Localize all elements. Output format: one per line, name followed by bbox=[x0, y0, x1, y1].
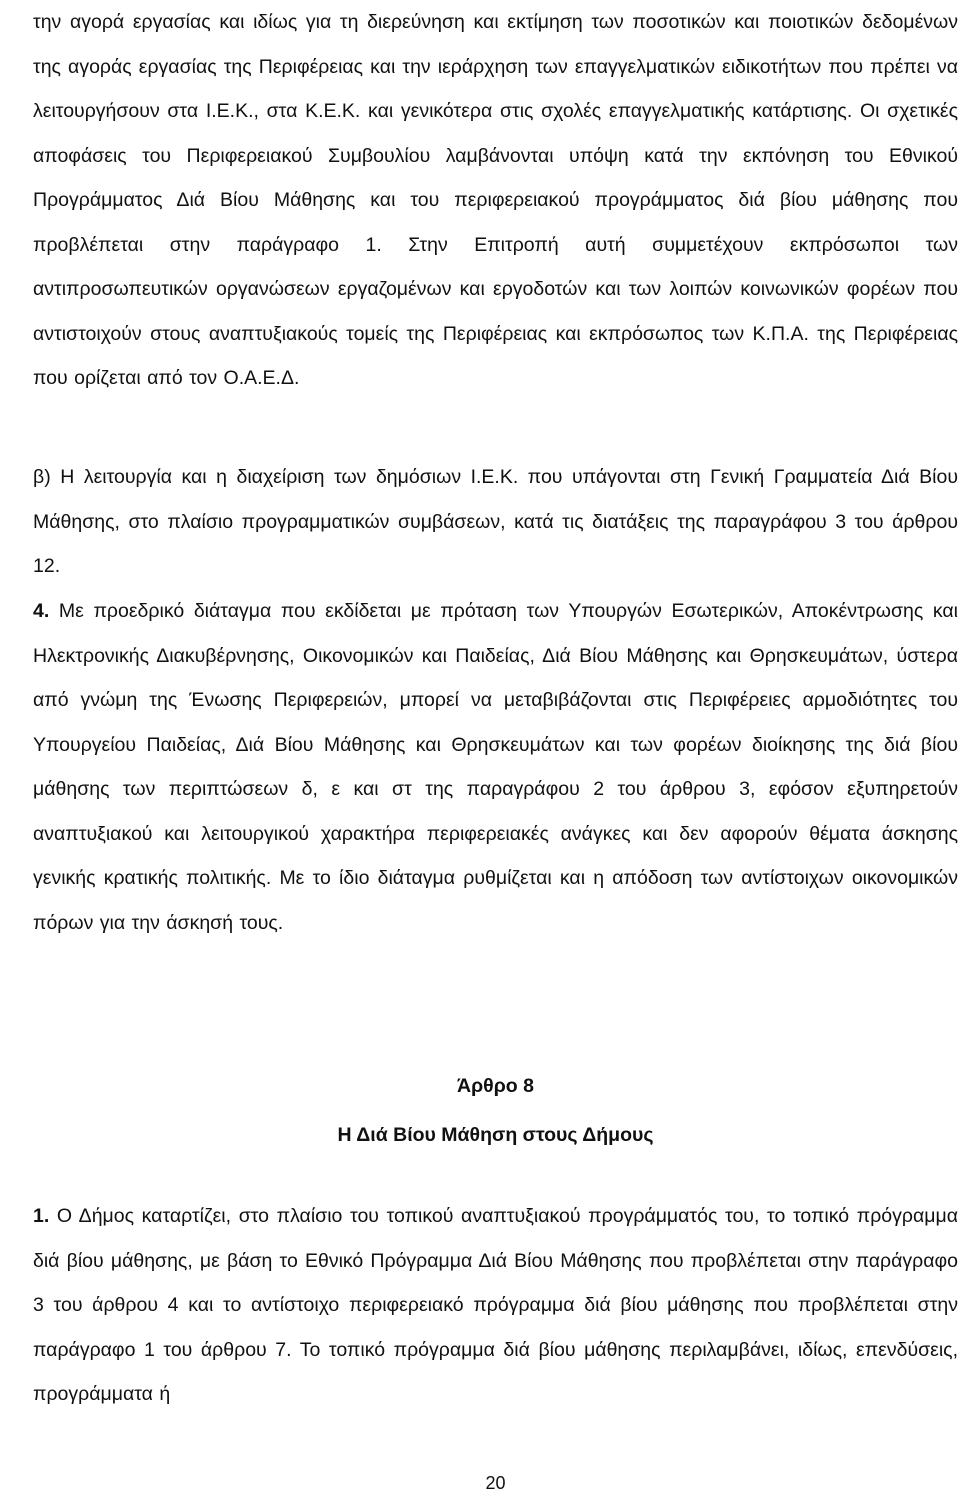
paragraph-4-text: Με προεδρικό διάταγμα που εκδίδεται με πρόταση των Υπουργών Εσωτερικών, Αποκέντρωσης και Ηλεκτρονικής Διακυβέρνησης, Οικονομικών και Παιδείας, Διά Βίου Μάθησης και Θρησκευμάτων, ύστερα από γνώμη της Ένωσης Περιφερειών, μπορεί να μεταβιβάζονται στις Περιφέρειες αρμοδιότητες του Υπουργείου Παιδείας, Διά Βίου Μάθησης και Θρησκευμάτων και των φορέων διοίκησης της διά βίου μάθησης των περιπτώσεων δ, ε και στ της παραγράφου 2 του άρθρου 3, εφόσον εξυπηρετούν αναπτυξιακού και λειτουργικού χαρακτήρα περιφερειακές ανάγκες και δεν αφορούν θέματα άσκησης γενικής κρατικής πολιτικής. Με το ίδιο διάταγμα ρυθμίζεται και η απόδοση των αντίστοιχων οικονομικών πόρων για την άσκησή τους. bbox=[33, 600, 959, 934]
article-subtitle: Η Διά Βίου Μάθηση στους Δήμους bbox=[337, 1124, 654, 1146]
paragraph-1 bbox=[33, 1194, 958, 1417]
article-title: Άρθρο 8 bbox=[457, 1075, 534, 1097]
page-number: 20 bbox=[485, 1473, 506, 1493]
paragraph-4 bbox=[33, 589, 958, 945]
paragraph-1-number: 1. bbox=[33, 1205, 50, 1227]
document-page bbox=[33, 0, 958, 1495]
paragraph-continuation: την αγορά εργασίας και ιδίως για τη διερεύνηση και εκτίμηση των ποσοτικών και ποιοτικών δεδομένων της αγοράς εργασίας της Περιφέρειας και την ιεράρχηση των επαγγελματικών ειδικοτήτων που πρέπει να λειτουργήσουν στα Ι.Ε.Κ., στα Κ.Ε.Κ. και γενικότερα στις σχολές επαγγελματικής κατάρτισης. Οι σχετικές αποφάσεις του Περιφερειακού Συμβουλίου λαμβάνονται υπόψη κατά την εκπόνηση του Εθνικού Προγράμματος Διά Βίου Μάθησης και του περιφερειακού προγράμματος διά βίου μάθησης που προβλέπεται στην παράγραφο 1. Στην Επιτροπή αυτή συμμετέχουν εκπρόσωποι των αντιπροσωπευτικών οργανώσεων εργαζομένων και εργοδοτών και των λοιπών κοινωνικών φορέων που αντιστοιχούν στους αναπτυξιακούς τομείς της Περιφέρειας και εκπρόσωπος των Κ.Π.Α. της Περιφέρειας που ορίζεται από τον Ο.Α.Ε.Δ. bbox=[33, 11, 958, 389]
paragraph-1-text: Ο Δήμος καταρτίζει, στο πλαίσιο του τοπικού αναπτυξιακού προγράμματός του, το τοπικό πρόγραμμα διά βίου μάθησης, με βάση το Εθνικό Πρόγραμμα Διά Βίου Μάθησης που προβλέπεται στην παράγραφο 3 του άρθρου 4 και το αντίστοιχο περιφερειακό πρόγραμμα διά βίου μάθησης που προβλέπεται στην παράγραφο 1 του άρθρου 7. Το τοπικό πρόγραμμα διά βίου μάθησης περιλαμβάνει, ιδίως, επενδύσεις, προγράμματα ή bbox=[33, 1205, 958, 1405]
paragraph-beta: β) Η λειτουργία και η διαχείριση των δημόσιων Ι.Ε.Κ. που υπάγονται στη Γενική Γραμματεία Διά Βίου Μάθησης, στο πλαίσιο προγραμματικών συμβάσεων, κατά τις διατάξεις της παραγράφου 3 του άρθρου 12. bbox=[33, 466, 958, 577]
paragraph-4-number: 4. bbox=[33, 600, 50, 622]
